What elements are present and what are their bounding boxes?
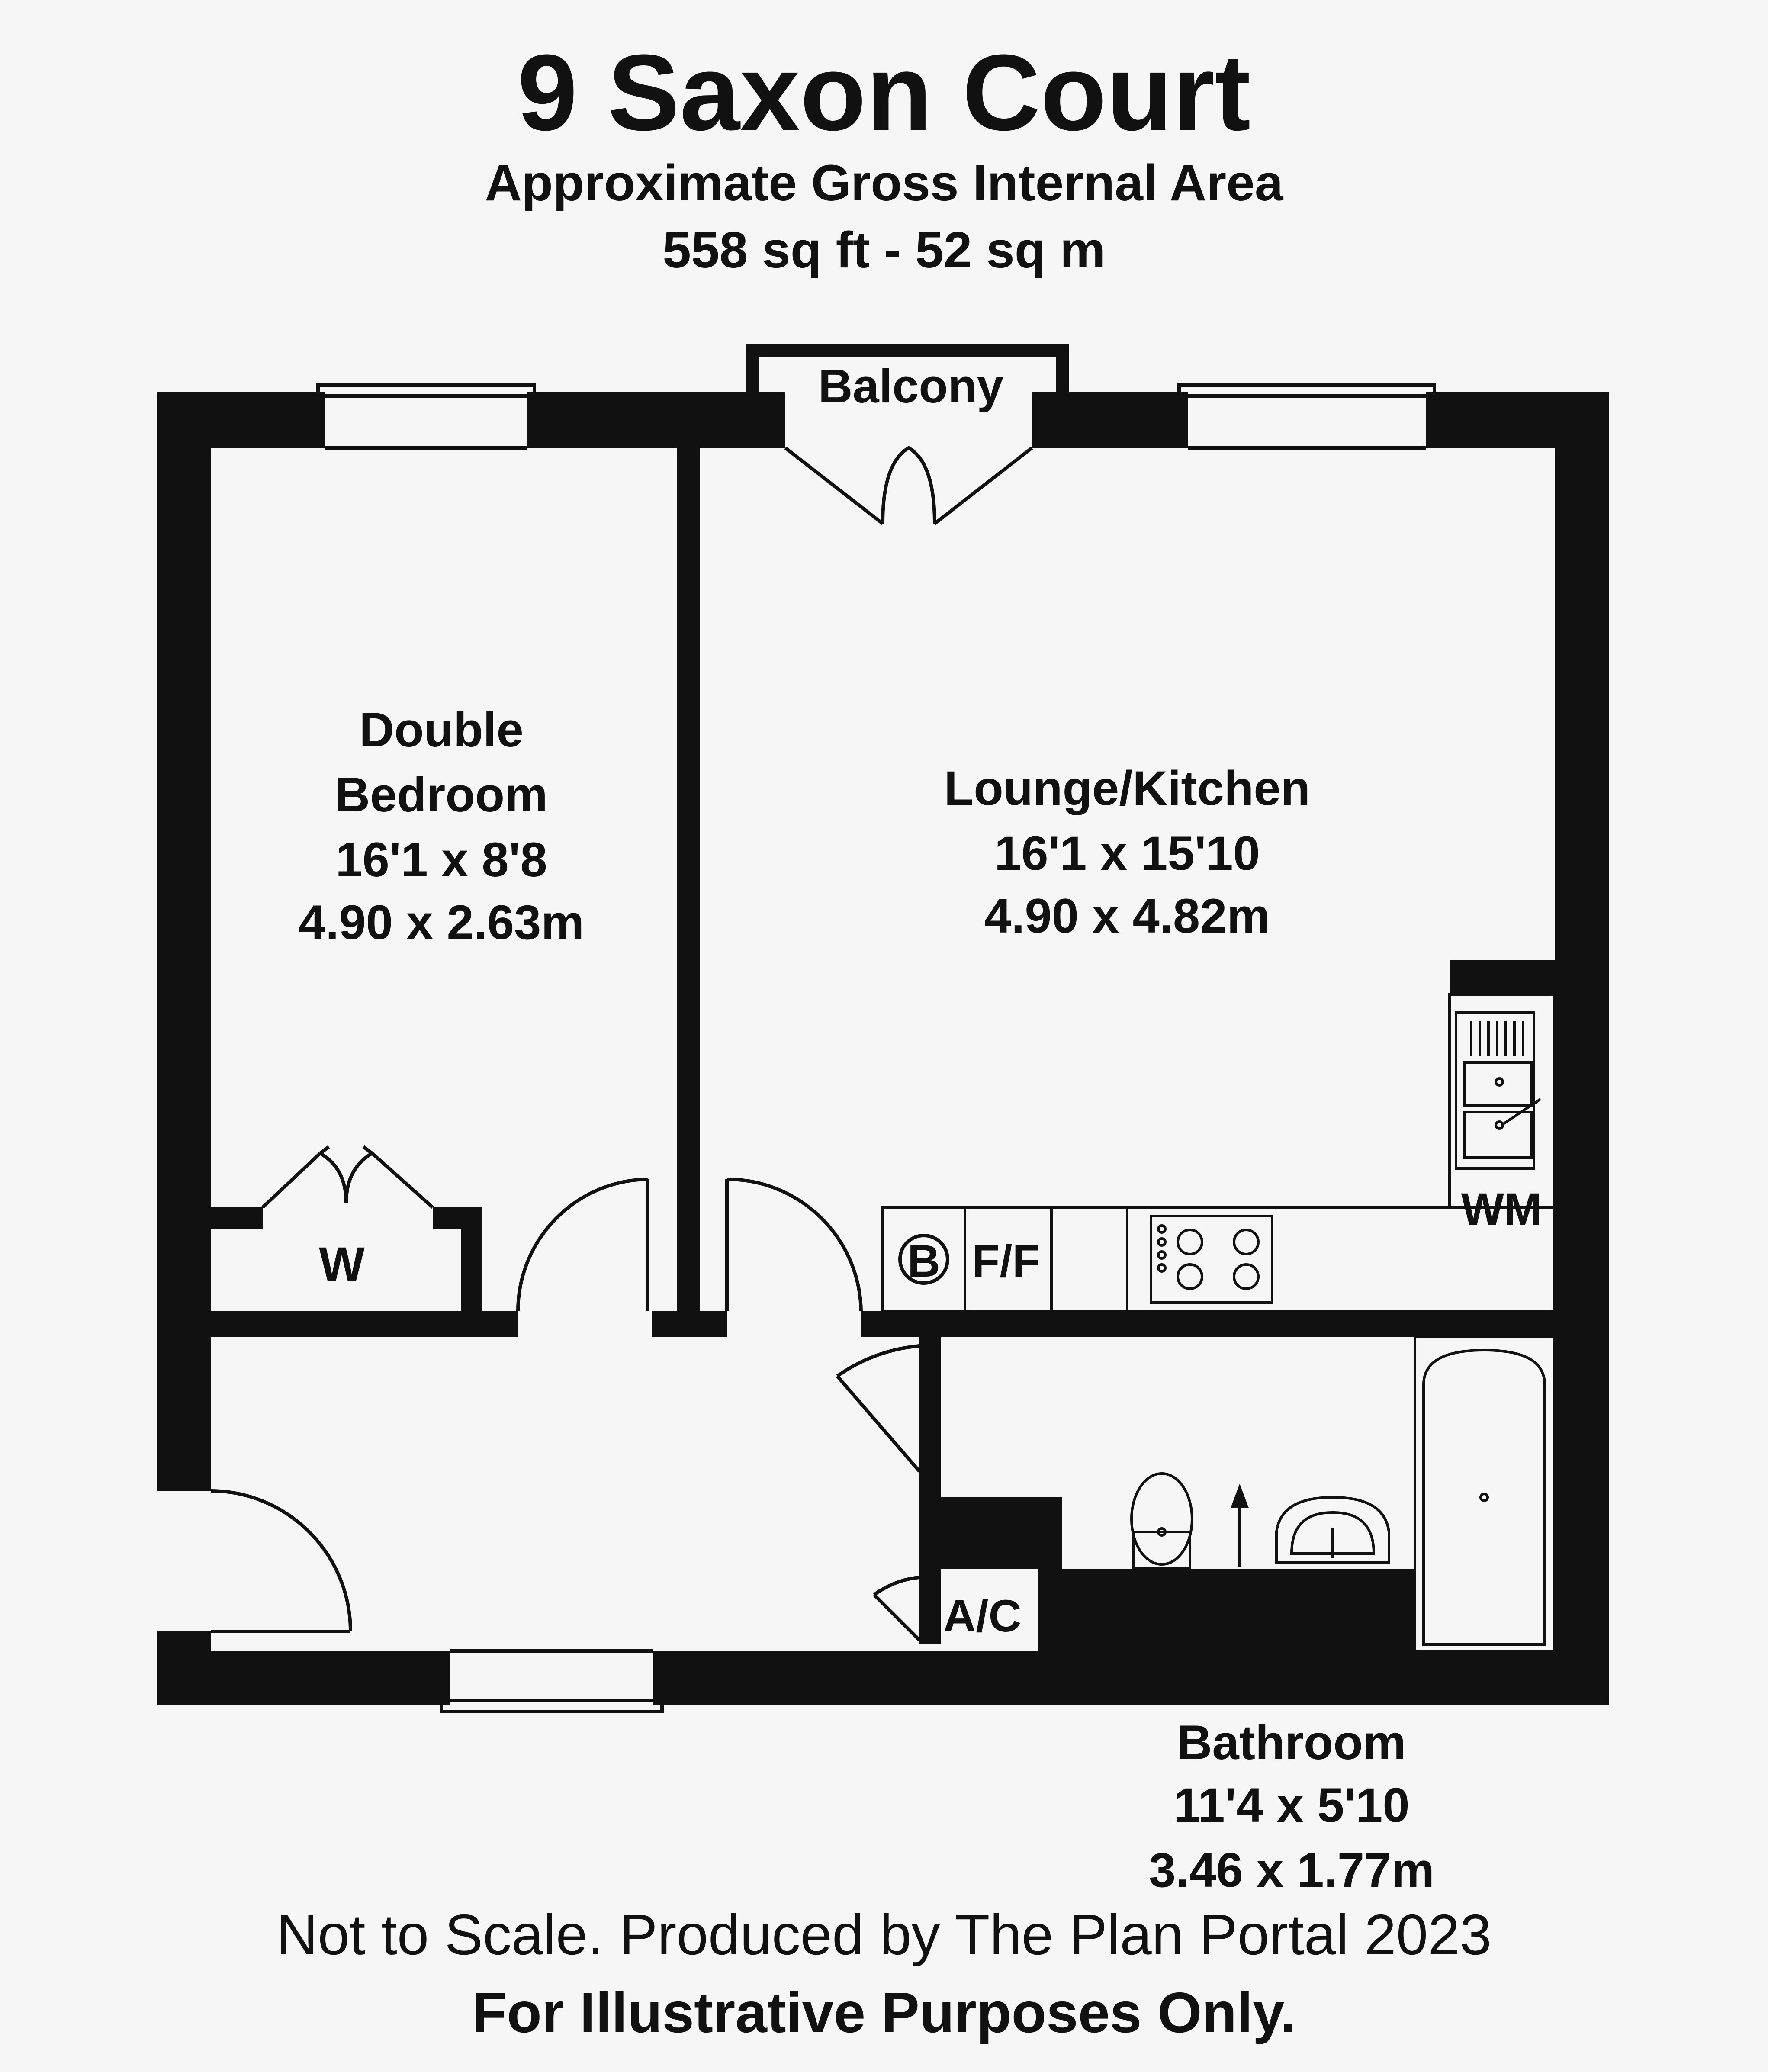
wash-basin [1276, 1497, 1389, 1562]
doors [211, 448, 1032, 1640]
bedroom-imperial: 16'1 x 8'8 [335, 833, 547, 887]
fridge-freezer-label: F/F [972, 1236, 1040, 1287]
illustrative-notice: For Illustrative Purposes Only. [472, 1981, 1296, 2044]
windows [318, 385, 1434, 1712]
toilet [1132, 1474, 1192, 1569]
towel-rail [1233, 1489, 1246, 1567]
walls [157, 344, 1609, 1705]
airing-cupboard-label: A/C [943, 1591, 1022, 1641]
bedroom-metric: 4.90 x 2.63m [298, 895, 585, 949]
hob [1151, 1216, 1272, 1303]
lounge-metric: 4.90 x 4.82m [984, 889, 1270, 943]
bedroom-label-line2: Bedroom [335, 768, 548, 822]
disclaimer-text: Not to Scale. Produced by The Plan Portal 2023 [276, 1903, 1492, 1966]
openings [157, 392, 1426, 1705]
bedroom-label-line1: Double [359, 703, 524, 757]
lounge-imperial: 16'1 x 15'10 [994, 826, 1260, 880]
bathroom-metric: 3.46 x 1.77m [1148, 1843, 1435, 1897]
washing-machine-label: WM [1461, 1184, 1542, 1235]
area-subtitle: Approximate Gross Internal Area [485, 154, 1283, 212]
bathroom-label: Bathroom [1177, 1715, 1406, 1770]
balcony-label: Balcony [818, 360, 1003, 413]
area-value: 558 sq ft - 52 sq m [662, 222, 1106, 279]
kitchen-sink [1465, 1021, 1540, 1158]
page-title: 9 Saxon Court [517, 32, 1251, 153]
lounge-label: Lounge/Kitchen [944, 761, 1311, 815]
boiler-label: B [907, 1236, 940, 1287]
bath-tub [1415, 1337, 1555, 1651]
wardrobe-label: W [319, 1237, 365, 1291]
bathroom-imperial: 11'4 x 5'10 [1173, 1778, 1410, 1832]
